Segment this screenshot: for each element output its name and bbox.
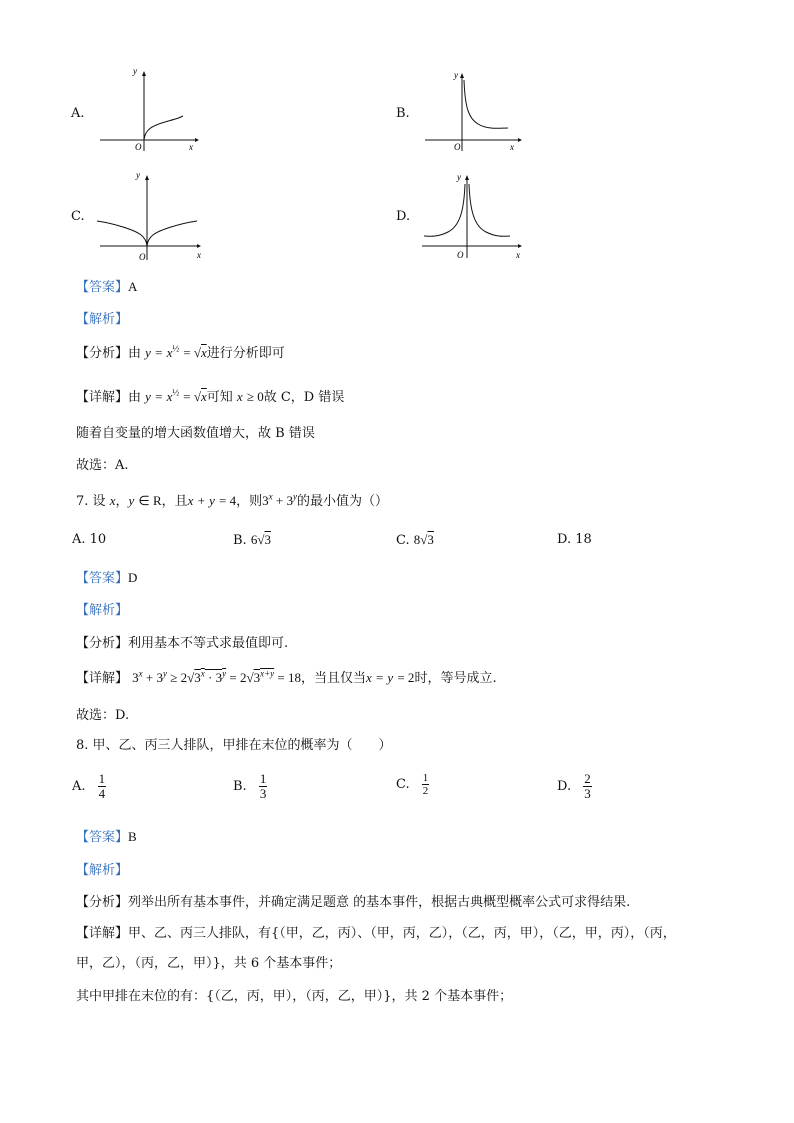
graph-d <box>420 170 535 262</box>
q6-answer: 【答案】A <box>76 279 138 295</box>
origin-label: O <box>454 142 461 152</box>
q8-option-b: B. $\frac{1}{3}$ <box>233 771 267 801</box>
origin-label: O <box>139 252 146 262</box>
q8-option-c: C. $\frac{1}{2}$ <box>396 772 429 797</box>
q7-stem: 7. 设 x，y ∈ R，且x + y = 4，则$3^x + 3^y$的最小值为（） <box>76 491 388 509</box>
q7-option-b: B. 6√3 <box>233 532 271 548</box>
q7-option-c: C. 8√3 <box>396 532 434 548</box>
axis-y-label: y <box>133 66 137 76</box>
graph-c <box>95 170 210 262</box>
q7-analysis-tag: 【解析】 <box>76 603 129 618</box>
q7-option-d: D. 18 <box>557 532 592 547</box>
q8-option-d: D. $\frac{2}{3}$ <box>557 771 591 801</box>
axis-x-label: x <box>189 142 193 152</box>
q7-option-a: A. 10 <box>72 532 107 547</box>
axis-y-label: y <box>454 70 458 80</box>
q6-choose: 故选：A. <box>76 458 129 473</box>
q6-line2: 随着自变量的增大函数值增大，故 B 错误 <box>76 426 315 441</box>
q8-answer: 【答案】B <box>76 829 137 845</box>
option-a-label: A. <box>71 106 85 121</box>
option-b-label: B. <box>396 106 410 121</box>
q8-fenxi: 【分析】列举出所有基本事件，并确定满足题意 的基本事件，根据古典概型概率公式可求得结果. <box>76 895 631 910</box>
axis-y-label: y <box>457 172 461 182</box>
q7-xiangjie: 【详解】 $3^x + 3^y \ge 2√3^x \cdot 3^y = 2√3^{x+y} = 18$，当且仅当x = y = 2时，等号成立. <box>76 668 497 686</box>
q6-xiangjie: 【详解】由 $y = x^{\frac{1}{2}} = √x$可知 x ≥ 0故 C，D 错误 <box>76 387 345 405</box>
graph-b <box>420 66 530 156</box>
q6-analysis-tag: 【解析】 <box>76 312 129 327</box>
q8-option-a: A. $\frac{1}{4}$ <box>72 771 106 801</box>
q6-fenxi: 【分析】由 $y = x^{\frac{1}{2}} = √x$进行分析即可 <box>76 343 285 361</box>
q8-xiangjie-line3: 其中甲排在末位的有：{（乙，丙，甲），（丙，乙，甲）}，共 2 个基本事件； <box>76 989 513 1004</box>
axis-x-label: x <box>510 142 514 152</box>
q8-analysis-tag: 【解析】 <box>76 863 129 878</box>
q8-xiangjie-line2: 甲，乙），（丙，乙，甲）}，共 6 个基本事件； <box>76 956 342 971</box>
q7-fenxi: 【分析】利用基本不等式求最值即可. <box>76 636 289 651</box>
axis-x-label: x <box>516 250 520 260</box>
origin-label: O <box>135 142 142 152</box>
option-d-label: D. <box>396 209 411 224</box>
graph-a <box>95 66 205 156</box>
option-c-label: C. <box>71 209 85 224</box>
q7-answer: 【答案】D <box>76 570 138 586</box>
origin-label: O <box>457 250 464 260</box>
axis-y-label: y <box>136 170 140 180</box>
q8-xiangjie-line1: 【详解】甲、乙、丙三人排队，有{（甲，乙，丙）、（甲，丙，乙），（乙，丙，甲），（乙，甲，丙），（丙， <box>76 926 676 941</box>
axis-x-label: x <box>197 250 201 260</box>
q8-stem: 8. 甲、乙、丙三人排队，甲排在末位的概率为（ ） <box>76 738 392 753</box>
q7-choose: 故选：D. <box>76 708 130 723</box>
